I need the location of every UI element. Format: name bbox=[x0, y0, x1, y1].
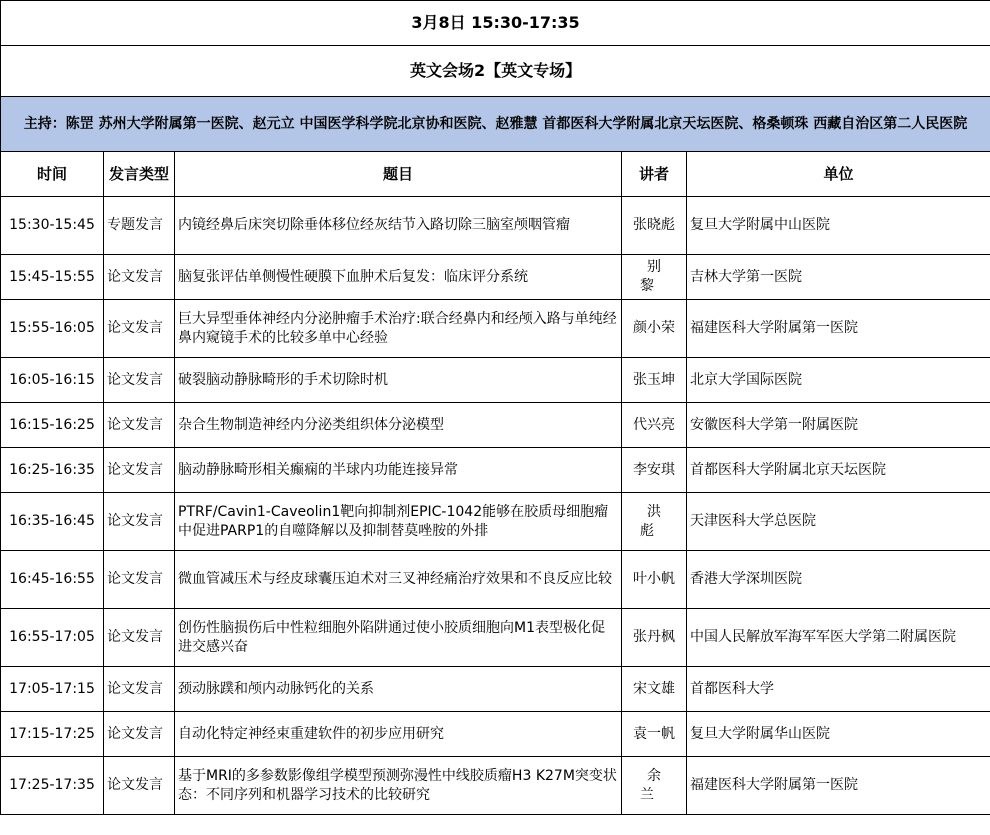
cell-type: 论文发言 bbox=[104, 255, 175, 300]
cell-type: 论文发言 bbox=[104, 757, 175, 815]
cell-speaker: 余兰 bbox=[622, 757, 687, 815]
table-row bbox=[1, 255, 990, 300]
cell-time: 16:45-16:55 bbox=[1, 551, 104, 609]
cell-speaker: 洪彪 bbox=[622, 493, 687, 551]
cell-title: 微血管减压术与经皮球囊压迫术对三叉神经痛治疗效果和不良反应比较 bbox=[175, 551, 622, 609]
cell-unit: 首都医科大学附属北京天坛医院 bbox=[687, 448, 990, 493]
column-header-title: 题目 bbox=[175, 152, 622, 197]
column-header-speaker: 讲者 bbox=[622, 152, 687, 197]
cell-title: 颈动脉蹼和颅内动脉钙化的关系 bbox=[175, 667, 622, 712]
cell-title: 基于MRI的多参数影像组学模型预测弥漫性中线胶质瘤H3 K27M突变状态：不同序列和机器学习技术的比较研究 bbox=[175, 757, 622, 815]
cell-unit: 香港大学深圳医院 bbox=[687, 551, 990, 609]
cell-speaker: 别黎 bbox=[622, 255, 687, 300]
cell-unit: 福建医科大学附属第一医院 bbox=[687, 757, 990, 815]
cell-time: 15:30-15:45 bbox=[1, 197, 104, 255]
cell-title: 巨大异型垂体神经内分泌肿瘤手术治疗:联合经鼻内和经颅入路与单纯经鼻内窥镜手术的比较多单中心经验 bbox=[175, 300, 622, 358]
cell-speaker: 张晓彪 bbox=[622, 197, 687, 255]
cell-speaker: 代兴亮 bbox=[622, 403, 687, 448]
cell-speaker: 袁一帆 bbox=[622, 712, 687, 757]
cell-time: 17:15-17:25 bbox=[1, 712, 104, 757]
cell-unit: 中国人民解放军海军军医大学第二附属医院 bbox=[687, 609, 990, 667]
cell-time: 16:35-16:45 bbox=[1, 493, 104, 551]
session-venue: 英文会场2【英文专场】 bbox=[1, 46, 990, 97]
cell-speaker: 颜小荣 bbox=[622, 300, 687, 358]
cell-title: 内镜经鼻后床突切除垂体移位经灰结节入路切除三脑室颅咽管瘤 bbox=[175, 197, 622, 255]
cell-type: 论文发言 bbox=[104, 300, 175, 358]
cell-type: 论文发言 bbox=[104, 609, 175, 667]
cell-speaker: 宋文雄 bbox=[622, 667, 687, 712]
cell-time: 15:45-15:55 bbox=[1, 255, 104, 300]
cell-time: 15:55-16:05 bbox=[1, 300, 104, 358]
table-row bbox=[1, 757, 990, 815]
date-time-row bbox=[1, 1, 990, 46]
table-row bbox=[1, 358, 990, 403]
table-row bbox=[1, 551, 990, 609]
column-header-type: 发言类型 bbox=[104, 152, 175, 197]
cell-type: 论文发言 bbox=[104, 403, 175, 448]
cell-time: 17:05-17:15 bbox=[1, 667, 104, 712]
cell-type: 论文发言 bbox=[104, 667, 175, 712]
table-row bbox=[1, 493, 990, 551]
cell-type: 论文发言 bbox=[104, 493, 175, 551]
cell-speaker: 李安琪 bbox=[622, 448, 687, 493]
cell-time: 16:25-16:35 bbox=[1, 448, 104, 493]
cell-unit: 安徽医科大学第一附属医院 bbox=[687, 403, 990, 448]
cell-title: 破裂脑动静脉畸形的手术切除时机 bbox=[175, 358, 622, 403]
table-row bbox=[1, 609, 990, 667]
cell-speaker: 叶小帆 bbox=[622, 551, 687, 609]
session-hosts: 主持：陈罡 苏州大学附属第一医院、赵元立 中国医学科学院北京协和医院、赵雅慧 首都医科大学附属北京天坛医院、格桑顿珠 西藏自治区第二人民医院 bbox=[1, 97, 990, 152]
cell-type: 论文发言 bbox=[104, 551, 175, 609]
cell-type: 专题发言 bbox=[104, 197, 175, 255]
cell-title: 杂合生物制造神经内分泌类组织体分泌模型 bbox=[175, 403, 622, 448]
cell-time: 17:25-17:35 bbox=[1, 757, 104, 815]
cell-unit: 复旦大学附属华山医院 bbox=[687, 712, 990, 757]
column-header-unit: 单位 bbox=[687, 152, 990, 197]
cell-unit: 吉林大学第一医院 bbox=[687, 255, 990, 300]
cell-time: 16:55-17:05 bbox=[1, 609, 104, 667]
cell-unit: 天津医科大学总医院 bbox=[687, 493, 990, 551]
hosts-row bbox=[1, 97, 990, 152]
cell-title: 自动化特定神经束重建软件的初步应用研究 bbox=[175, 712, 622, 757]
cell-speaker: 张丹枫 bbox=[622, 609, 687, 667]
table-row bbox=[1, 448, 990, 493]
column-header-row bbox=[1, 152, 990, 197]
table-row bbox=[1, 197, 990, 255]
session-date-time: 3月8日 15:30-17:35 bbox=[1, 1, 990, 46]
cell-title: 脑动静脉畸形相关癫痫的半球内功能连接异常 bbox=[175, 448, 622, 493]
cell-type: 论文发言 bbox=[104, 712, 175, 757]
table-row bbox=[1, 667, 990, 712]
cell-title: 创伤性脑损伤后中性粒细胞外陷阱通过使小胶质细胞向M1表型极化促进交感兴奋 bbox=[175, 609, 622, 667]
cell-unit: 复旦大学附属中山医院 bbox=[687, 197, 990, 255]
table-row bbox=[1, 712, 990, 757]
cell-title: 脑复张评估单侧慢性硬膜下血肿术后复发：临床评分系统 bbox=[175, 255, 622, 300]
cell-unit: 福建医科大学附属第一医院 bbox=[687, 300, 990, 358]
table-row bbox=[1, 403, 990, 448]
cell-title: PTRF/Cavin1-Caveolin1靶向抑制剂EPIC-1042能够在胶质母细胞瘤中促进PARP1的自噬降解以及抑制替莫唑胺的外排 bbox=[175, 493, 622, 551]
column-header-time: 时间 bbox=[1, 152, 104, 197]
cell-unit: 首都医科大学 bbox=[687, 667, 990, 712]
cell-unit: 北京大学国际医院 bbox=[687, 358, 990, 403]
cell-speaker: 张玉坤 bbox=[622, 358, 687, 403]
cell-time: 16:15-16:25 bbox=[1, 403, 104, 448]
cell-time: 16:05-16:15 bbox=[1, 358, 104, 403]
cell-type: 论文发言 bbox=[104, 358, 175, 403]
table-row bbox=[1, 300, 990, 358]
venue-row bbox=[1, 46, 990, 97]
cell-type: 论文发言 bbox=[104, 448, 175, 493]
